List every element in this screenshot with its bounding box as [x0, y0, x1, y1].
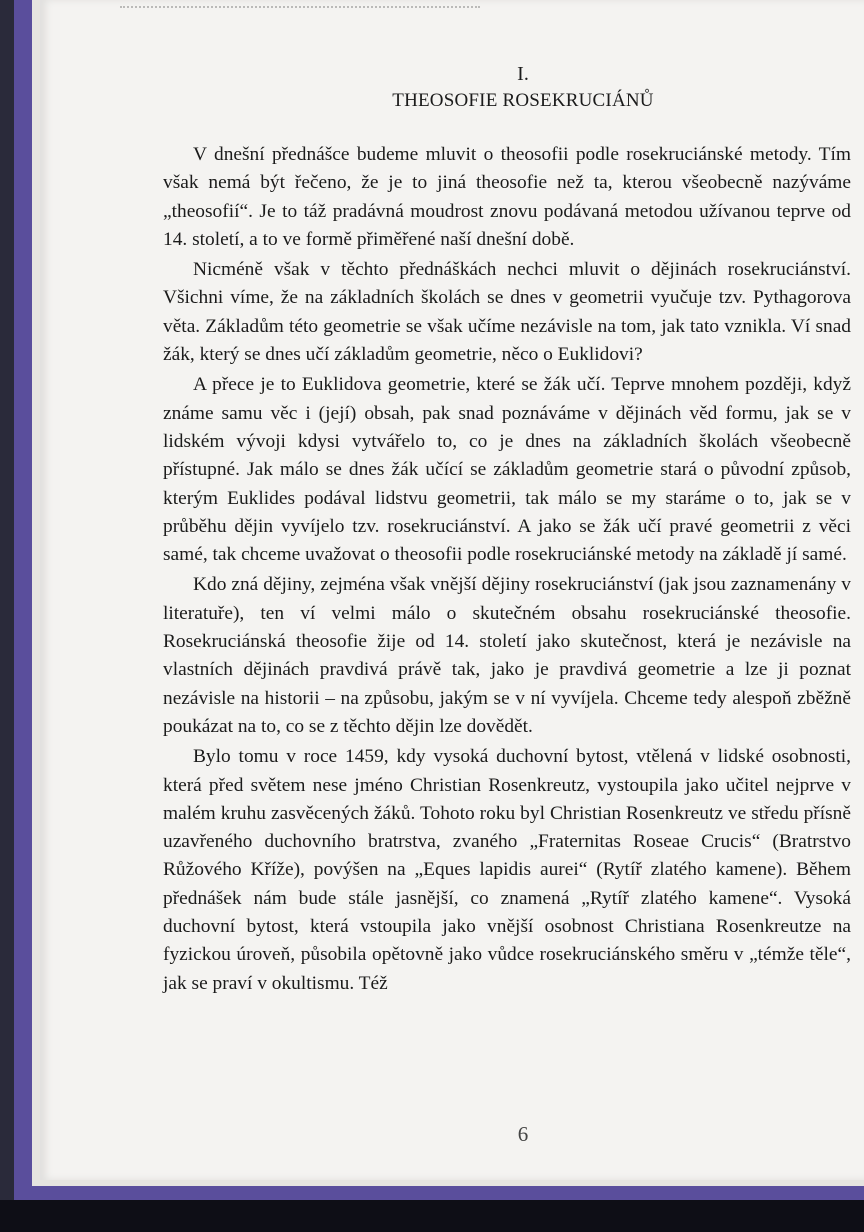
page-top-mark	[120, 6, 480, 12]
chapter-title: THEOSOFIE ROSEKRUCIÁNŮ	[392, 90, 654, 111]
paragraph: Nicméně však v těchto přednáškách nechci mluvit o dějinách rosekruciánství. Všichni víme, že na základních školách se dnes v geometrii vyučuje tzv. Pythagorova věta. Základům této geometrie se však učíme nezávisle na tom, jak tato vznikla. Ví snad žák, který se dnes učí základům geometrie, něco o Euklidovi?	[163, 259, 851, 366]
scanner-background	[0, 1200, 864, 1232]
book-page	[40, 0, 864, 1180]
cover-spine-edge	[0, 0, 14, 1232]
page-number: 6	[517, 1122, 529, 1146]
paragraph: A přece je to Euklidova geometrie, které se žák učí. Teprve mnohem později, když známe samu věc i (její) obsah, pak snad poznáváme v dějinách věd formu, jak se v lidském vývoji kdysi vytvářelo to, co je dnes na základních školách všeobecně přístupné. Jak málo se dnes žák učící se základům geometrie stará o původní způsob, kterým Euklides podával lidstvu geometrii, tak málo se my staráme o to, jak se v průběhu dějin vyvíjelo tzv. rosekruciánství. A jako se žák učí pravé geometrii z věci samé, tak chceme uvažovat o theosofii podle rosekruciánské metody na základě jí samé.	[163, 374, 851, 566]
paragraph: V dnešní přednášce budeme mluvit o theosofii podle rosekruciánské metody. Tím však nemá být řečeno, že je to jiná theosofie než ta, kterou všeobecně nazýváme „theosofií“. Je to táž pradávná moudrost znovu podávaná metodou užívanou teprve od 14. století, a to ve formě přiměřené naší dnešní době.	[163, 144, 851, 250]
paragraph: Bylo tomu v roce 1459, kdy vysoká duchovní bytost, vtělená v lidské osobnosti, která před světem nese jméno Christian Rosenkreutz, vystoupila jako učitel nejprve v malém kruhu zasvěcených žáků. Tohoto roku byl Christian Rosenkreutz ve středu přísně uzavřeného duchovního bratrstva, zvaného „Fraternitas Roseae Crucis“ (Bratrstvo Růžového Kříže), povýšen na „Eques lapidis aurei“ (Rytíř zlatého kamene). Během přednášek nám bude stále jasnější, co znamená „Rytíř zlatého kamene“. Vysoká duchovní bytost, která vstoupila jako vnější osobnost Christiana Rosenkreutze na fyzickou úroveň, působila opětovně jako vůdce rosekruciánského směru v „témže těle“, jak se praví v okultismu. Též	[163, 746, 851, 994]
paragraph: Kdo zná dějiny, zejména však vnější dějiny rosekruciánství (jak jsou zaznamenány v literatuře), ten ví velmi málo o skutečném obsahu rosekruciánské theosofie. Rosekruciánská theosofie žije od 14. století jako skutečnost, která je nezávisle na vlastních dějinách pravdivá právě tak, jako je pravdivá geometrie a lze ji poznat nezávisle na historii – na způsobu, jakým se v ní vyvíjela. Chceme tedy alespoň zběžně poukázat na to, co se z těchto dějin lze dovědět.	[163, 574, 851, 737]
chapter-number: I.	[517, 63, 529, 85]
chapter-body	[163, 141, 851, 998]
